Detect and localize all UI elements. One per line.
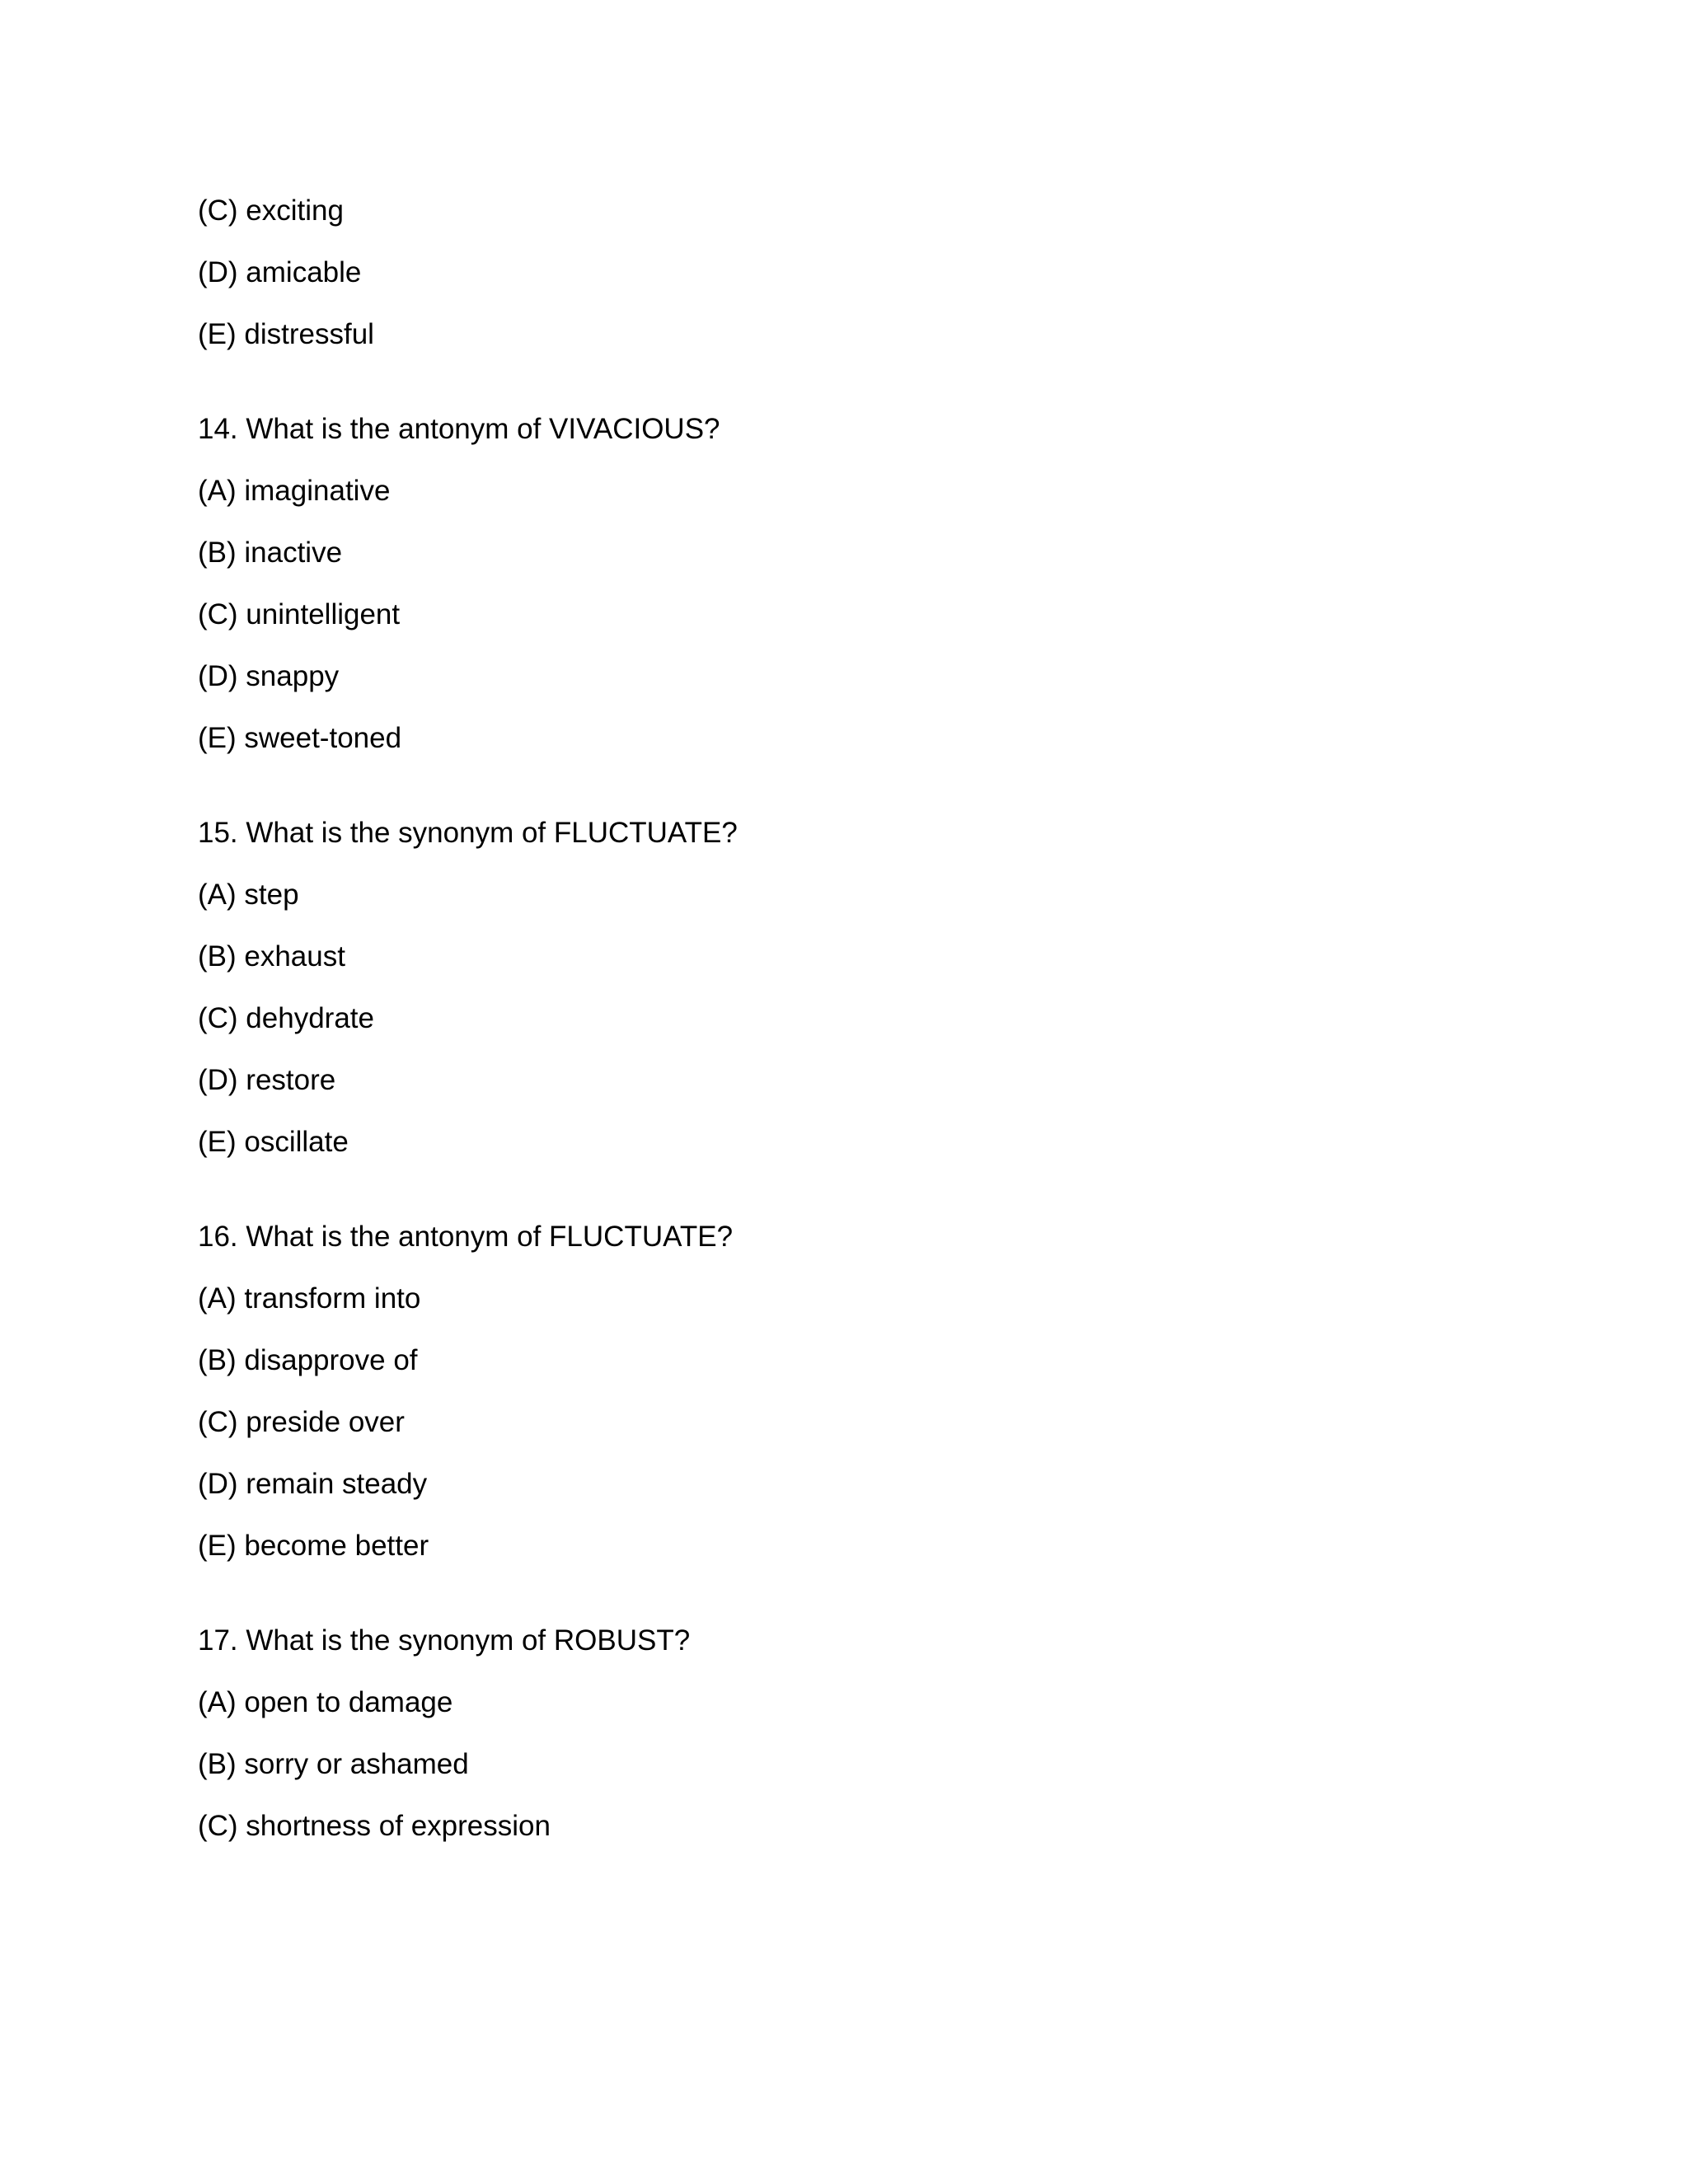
- question-prompt: 14. What is the antonym of VIVACIOUS?: [198, 413, 720, 445]
- option-d: (D) remain steady: [198, 1468, 428, 1500]
- option-e: (E) become better: [198, 1530, 429, 1562]
- question-prompt: 16. What is the antonym of FLUCTUATE?: [198, 1221, 734, 1253]
- option-d: (D) snappy: [198, 660, 340, 692]
- option-a: (A) imaginative: [198, 475, 391, 507]
- document-page: [198, 194, 1517, 1905]
- option-d: (D) amicable: [198, 256, 362, 288]
- option-b: (B) inactive: [198, 537, 343, 569]
- option-a: (A) open to damage: [198, 1686, 453, 1718]
- question-13-carryover: [198, 194, 1517, 351]
- option-e: (E) distressful: [198, 318, 374, 350]
- option-b: (B) exhaust: [198, 940, 345, 972]
- question-prompt: 15. What is the synonym of FLUCTUATE?: [198, 817, 738, 849]
- option-d: (D) restore: [198, 1064, 336, 1096]
- option-c: (C) shortness of expression: [198, 1810, 551, 1842]
- option-a: (A) step: [198, 879, 299, 911]
- option-c: (C) unintelligent: [198, 598, 401, 630]
- question-17: [198, 1624, 1517, 1843]
- option-c: (C) exciting: [198, 194, 344, 227]
- option-c: (C) dehydrate: [198, 1002, 374, 1034]
- option-b: (B) disapprove of: [198, 1344, 418, 1376]
- option-e: (E) oscillate: [198, 1126, 349, 1158]
- option-a: (A) transform into: [198, 1282, 421, 1315]
- option-e: (E) sweet-toned: [198, 722, 402, 754]
- question-14: [198, 413, 1517, 755]
- question-15: [198, 817, 1517, 1159]
- question-prompt: 17. What is the synonym of ROBUST?: [198, 1624, 691, 1657]
- option-b: (B) sorry or ashamed: [198, 1748, 469, 1780]
- option-c: (C) preside over: [198, 1406, 405, 1438]
- question-16: [198, 1221, 1517, 1563]
